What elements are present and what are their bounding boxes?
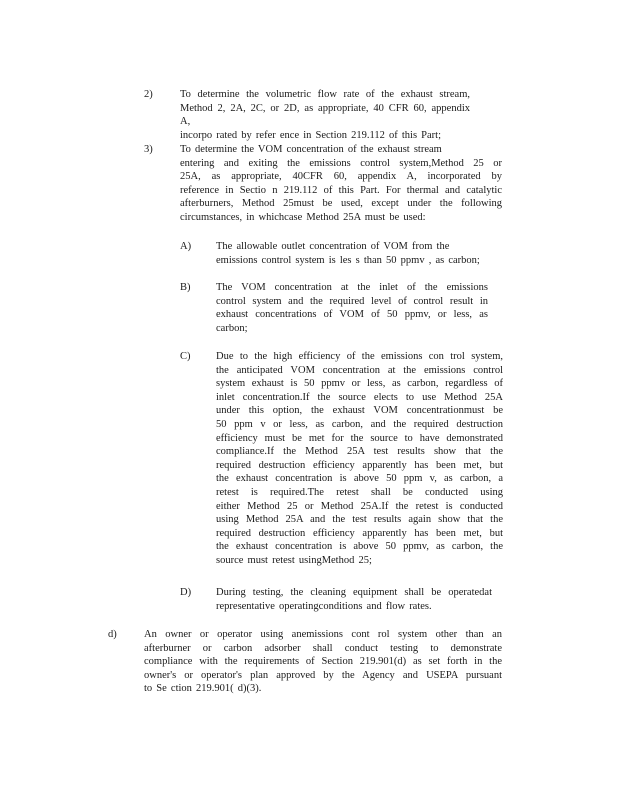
text-line: efficiency must be met for the source to have demonstrated bbox=[216, 432, 503, 444]
text-line: the exhaust concentration is above 50 ppmv, as carbon, the bbox=[216, 541, 503, 553]
text-line: An owner or operator using anemissions cont rol system other than an bbox=[144, 629, 502, 640]
text-line: 50 ppm v or less, as carbon, and the required destruction bbox=[216, 418, 503, 430]
text-line: afterburner or carbon adsorber shall conduct testing to demonstrate bbox=[144, 642, 502, 654]
text-line: source must retest usingMethod 25; bbox=[216, 554, 372, 566]
text-line: retest is required.The retest shall be conducted using bbox=[216, 486, 503, 498]
text-line: To determine the VOM concentration of the exhaust stream bbox=[180, 144, 442, 155]
text-line: inlet concentration.If the source elects to use Method 25A bbox=[216, 391, 503, 403]
text-line: The allowable outlet concentration of VOM from the bbox=[216, 241, 450, 252]
text-line: The VOM concentration at the inlet of the emissions bbox=[216, 282, 488, 293]
item-text bbox=[216, 350, 503, 568]
text-line: incorpo rated by refer ence in Section 219.112 of this Part; bbox=[180, 129, 441, 141]
text-line: entering and exiting the emissions control system,Method 25 or bbox=[180, 157, 502, 169]
item-text bbox=[216, 586, 492, 613]
text-line: either Method 25 or Method 25A.If the retest is conducted bbox=[216, 500, 503, 512]
item-label: A) bbox=[180, 241, 192, 252]
text-line: using Method 25A and the test results again show that the bbox=[216, 514, 503, 526]
text-line: exhaust concentrations of VOM of 50 ppmv, or less, as bbox=[216, 309, 488, 321]
text-line: to Se ction 219.901( d)(3). bbox=[144, 683, 262, 695]
text-line: the anticipated VOM concentration at the emissions control bbox=[216, 364, 503, 376]
text-line: To determine the volumetric flow rate of the exhaust stream, bbox=[180, 89, 470, 100]
text-line: Method 2, 2A, 2C, or 2D, as appropriate, 40 CFR 60, appendix A, bbox=[180, 102, 470, 128]
text-line: required destruction efficiency apparently has been met, but bbox=[216, 459, 503, 471]
item-text bbox=[216, 281, 488, 335]
text-line: afterburners, Method 25must be used, except under the following bbox=[180, 198, 502, 210]
item-label: 2) bbox=[144, 89, 153, 100]
text-line: carbon; bbox=[216, 322, 248, 334]
item-label: d) bbox=[108, 629, 117, 640]
text-line: required destruction efficiency apparently has been met, but bbox=[216, 527, 503, 539]
item-label: C) bbox=[180, 351, 191, 362]
text-line: compliance with the requirements of Section 219.901(d) as set forth in the bbox=[144, 656, 502, 668]
text-line: 25A, as appropriate, 40CFR 60, appendix A, incorporated by bbox=[180, 171, 502, 183]
item-label: 3) bbox=[144, 144, 153, 155]
text-line: During testing, the cleaning equipment shall be operatedat bbox=[216, 587, 492, 598]
item-label: B) bbox=[180, 282, 191, 293]
text-line: circumstances, in whichcase Method 25A must be used: bbox=[180, 211, 426, 223]
item-text bbox=[180, 88, 470, 142]
text-line: reference in Sectio n 219.112 of this Part. For thermal and catalytic bbox=[180, 184, 502, 196]
text-line: system exhaust is 50 ppmv or less, as carbon, regardless of bbox=[216, 378, 503, 390]
text-line: the exhaust concentration is above 50 ppm v, as carbon, a bbox=[216, 473, 503, 485]
item-text bbox=[216, 240, 500, 267]
text-line: owner's or operator's plan approved by the Agency and USEPA pursuant bbox=[144, 669, 502, 681]
item-label: D) bbox=[180, 587, 192, 598]
text-line: control system and the required level of control result in bbox=[216, 295, 488, 307]
text-line: emissions control system is les s than 50 ppmv , as carbon; bbox=[216, 254, 480, 266]
text-line: representative operatingconditions and flow rates. bbox=[216, 600, 432, 612]
item-text bbox=[144, 628, 502, 696]
text-line: Due to the high efficiency of the emissions con trol system, bbox=[216, 351, 503, 362]
text-line: compliance.If the Method 25A test results show that the bbox=[216, 446, 503, 458]
item-text bbox=[180, 143, 502, 225]
text-line: under this option, the exhaust VOM concentrationmust be bbox=[216, 405, 503, 417]
